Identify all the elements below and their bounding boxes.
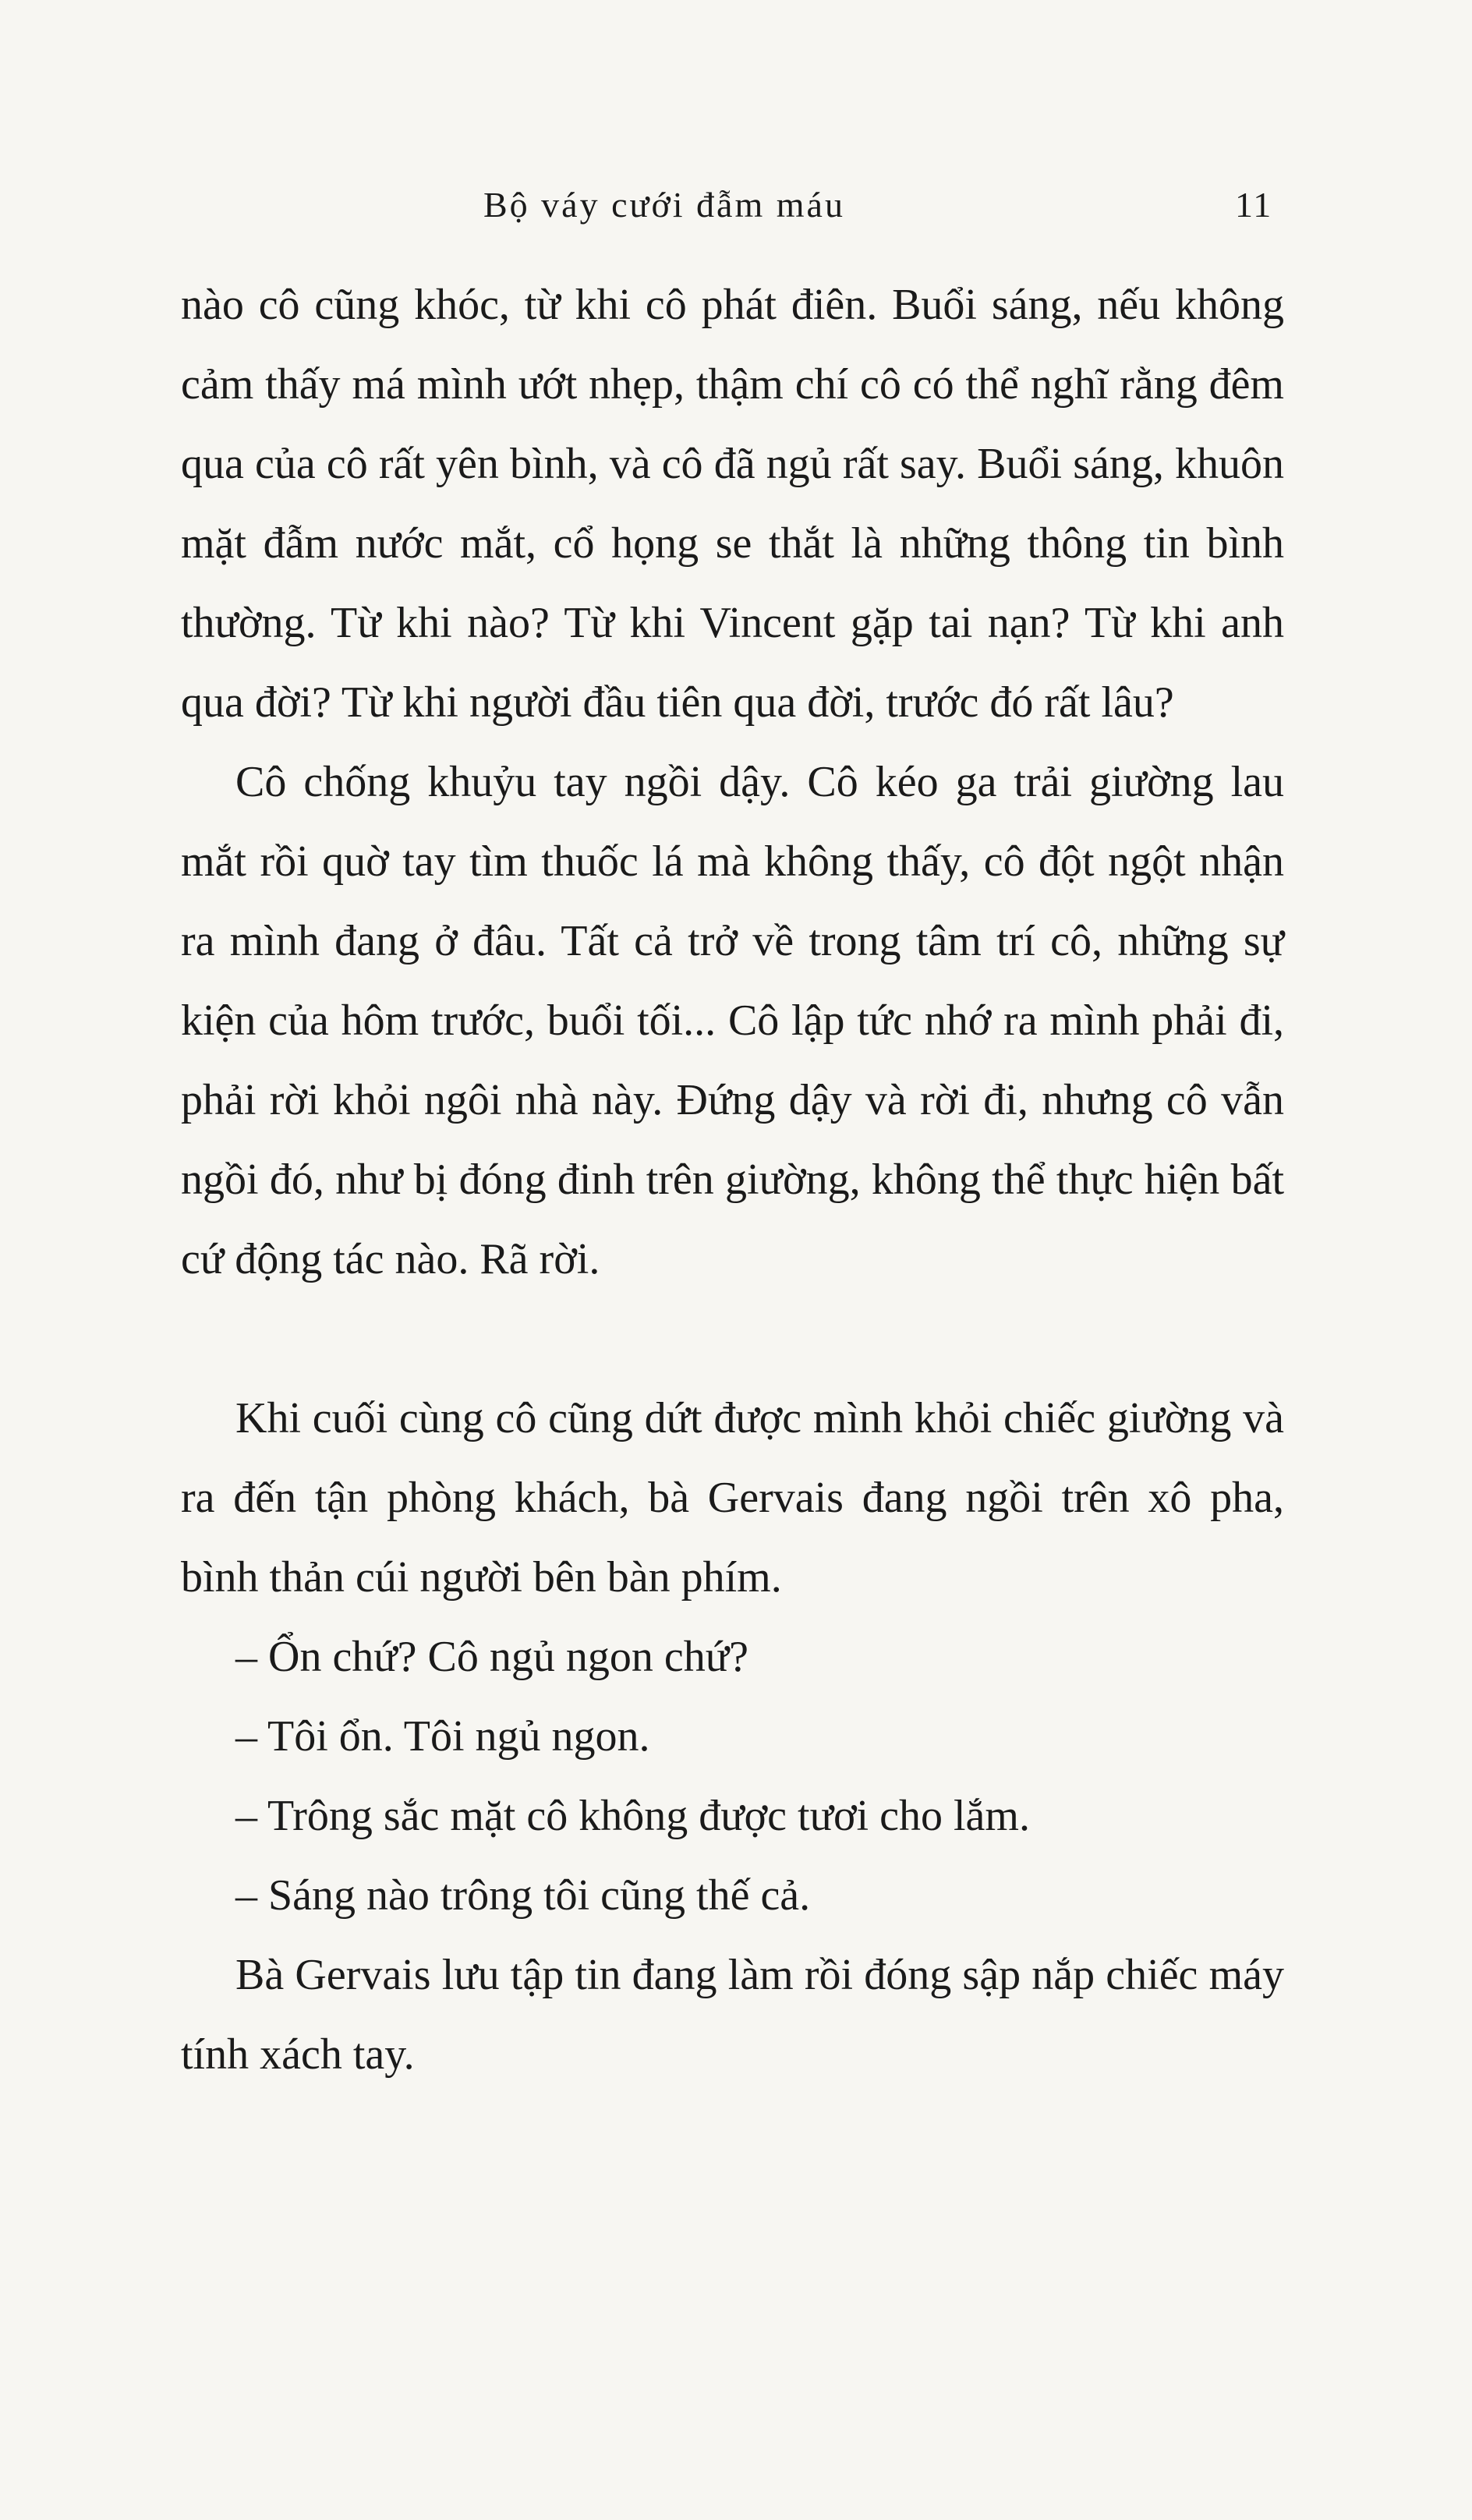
paragraph-1: nào cô cũng khóc, từ khi cô phát điên. Buổi sáng, nếu không cảm thấy má mình ướt nhẹp, thậm chí cô có thể nghĩ rằng đêm qua của cô rất yên bình, và cô đã ngủ rất say. Buổi sáng, khuôn mặt đẫm nước mắt, cổ họng se thắt là những thông tin bình thường. Từ khi nào? Từ khi Vincent gặp tai nạn? Từ khi anh qua đời? Từ khi người đầu tiên qua đời, trước đó rất lâu?: [181, 281, 1284, 727]
page-number: 11: [1235, 185, 1273, 225]
paragraph-2: Cô chống khuỷu tay ngồi dậy. Cô kéo ga trải giường lau mắt rồi quờ tay tìm thuốc lá mà không thấy, cô đột ngột nhận ra mình đang ở đâu. Tất cả trở về trong tâm trí cô, những sự kiện của hôm trước, buổi tối... Cô lập tức nhớ ra mình phải đi, phải rời khỏi ngôi nhà này. Đứng dậy và rời đi, nhưng cô vẫn ngồi đó, như bị đóng đinh trên giường, không thể thực hiện bất cứ động tác nào. Rã rời.: [181, 758, 1284, 1283]
running-title: Bộ váy cưới đẫm máu: [483, 185, 845, 225]
closing-paragraph: Bà Gervais lưu tập tin đang làm rồi đóng sập nắp chiếc máy tính xách tay.: [181, 1951, 1284, 2079]
dialogue-line-4: – Sáng nào trông tôi cũng thế cả.: [235, 1871, 811, 1920]
body-text: [181, 265, 1284, 2094]
running-head: [0, 184, 1472, 239]
dialogue-line-1: – Ổn chứ? Cô ngủ ngon chứ?: [235, 1633, 748, 1681]
dialogue-line-3: – Trông sắc mặt cô không được tươi cho lắm.: [235, 1792, 1030, 1840]
section-break: [181, 1299, 1284, 1379]
dialogue-line-2: – Tôi ổn. Tôi ngủ ngon.: [235, 1712, 650, 1761]
paragraph-3: Khi cuối cùng cô cũng dứt được mình khỏi chiếc giường và ra đến tận phòng khách, bà Gervais đang ngồi trên xô pha, bình thản cúi người bên bàn phím.: [181, 1394, 1284, 1602]
